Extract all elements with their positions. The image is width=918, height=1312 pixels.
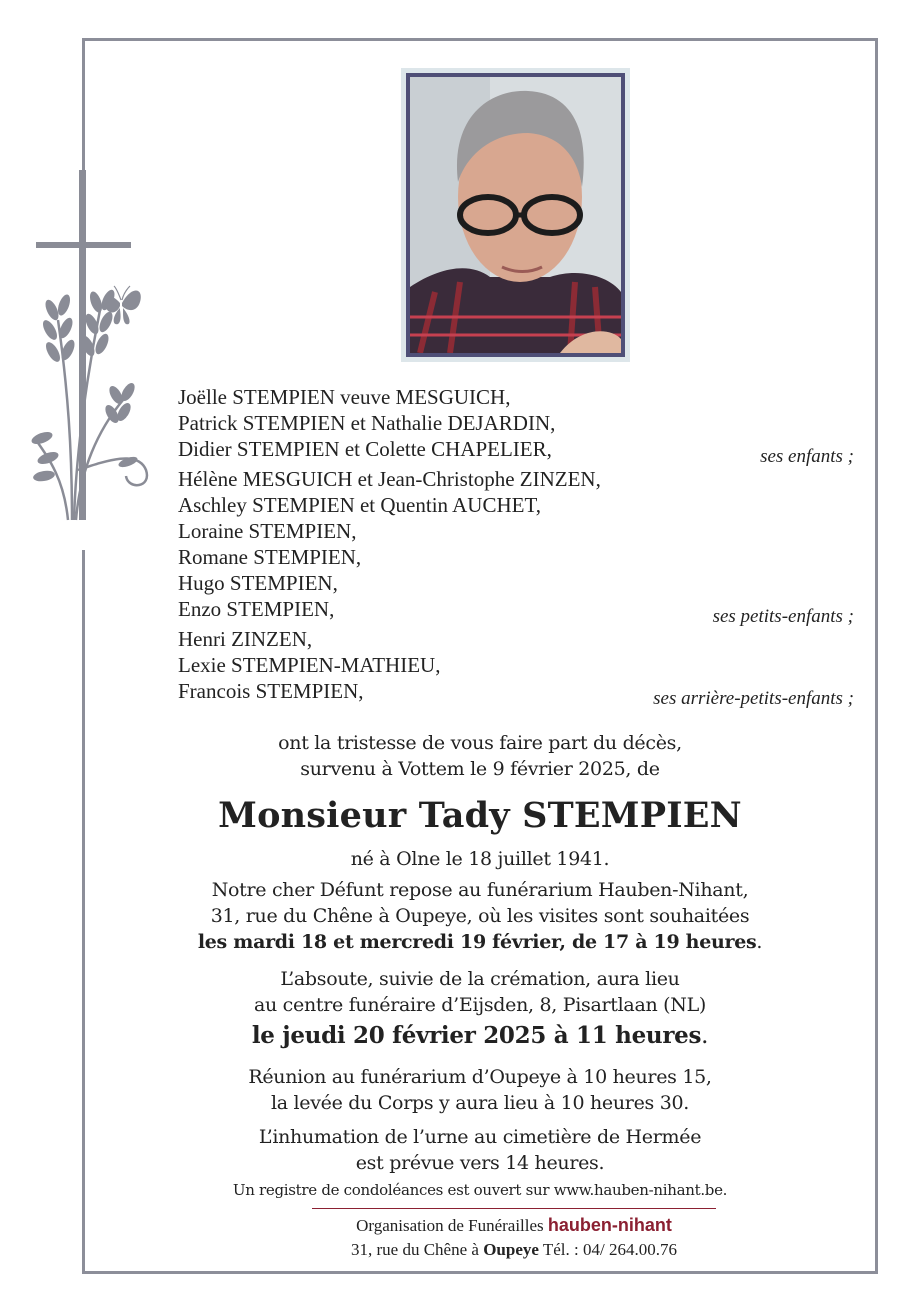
divider-line bbox=[312, 1208, 716, 1209]
phone-number: Tél. : 04/ 264.00.76 bbox=[542, 1240, 677, 1259]
announcement: ont la tristesse de vous faire part du décès, survenu à Vottem le 9 février 2025, de bbox=[278, 732, 682, 780]
child-name: Didier STEMPIEN et Colette CHAPELIER, bbox=[178, 437, 552, 461]
portrait-photo bbox=[406, 73, 625, 357]
ceremony-date: le jeudi 20 février 2025 à 11 heures bbox=[251, 1022, 702, 1049]
great-grandchild-name: Lexie STEMPIEN-MATHIEU, bbox=[178, 653, 441, 677]
relation-grandchildren: ses petits-enfants ; bbox=[712, 606, 854, 627]
children-group bbox=[178, 384, 858, 467]
deceased-name: Monsieur Tady STEMPIEN bbox=[218, 795, 742, 836]
relation-children: ses enfants ; bbox=[760, 446, 854, 467]
brand-logo: hauben-nihant bbox=[547, 1215, 672, 1235]
portrait-photo-frame bbox=[401, 68, 630, 362]
child-name: Patrick STEMPIEN et Nathalie DEJARDIN, bbox=[178, 411, 556, 435]
grandchild-name: Romane STEMPIEN, bbox=[178, 545, 362, 569]
grandchild-name: Loraine STEMPIEN, bbox=[178, 519, 357, 543]
grandchild-name: Hélène MESGUICH et Jean-Christophe ZINZEN, bbox=[178, 467, 601, 491]
cross-wheat-butterfly-ornament bbox=[28, 170, 158, 530]
birth-info: né à Olne le 18 juillet 1941. bbox=[350, 848, 610, 870]
relation-great-grandchildren: ses arrière-petits-enfants ; bbox=[653, 688, 854, 709]
visit-dates: les mardi 18 et mercredi 19 février, de 17 à 19 heures bbox=[197, 931, 757, 953]
condolence-register: Un registre de condoléances est ouvert sur www.hauben-nihant.be. bbox=[232, 1181, 728, 1199]
inhumation-info: L’inhumation de l’urne au cimetière de Hermée est prévue vers 14 heures. bbox=[258, 1126, 702, 1174]
ceremony-info: L’absoute, suivie de la crémation, aura lieu au centre funéraire d’Eijsden, 8, Pisartlaan (NL) le jeudi 20 février 2025 à 11 heures. bbox=[251, 968, 709, 1049]
great-grandchild-name: Henri ZINZEN, bbox=[178, 627, 313, 651]
organisation-footer: Organisation de Funérailles hauben-nihant 31, rue du Chêne à Oupeye Tél. : 04/ 264.00.76 bbox=[351, 1215, 677, 1259]
grandchild-name: Enzo STEMPIEN, bbox=[178, 597, 335, 621]
great-grandchildren-group bbox=[178, 626, 858, 709]
child-name: Joëlle STEMPIEN veuve MESGUICH, bbox=[178, 385, 511, 409]
grandchildren-group bbox=[178, 466, 858, 627]
grandchild-name: Aschley STEMPIEN et Quentin AUCHET, bbox=[178, 493, 541, 517]
repose-info: Notre cher Défunt repose au funérarium Hauben-Nihant, 31, rue du Chêne à Oupeye, où les visites sont souhaitées les mardi 18 et mercredi 19 février, de 17 à 19 heures. bbox=[197, 879, 763, 953]
grandchild-name: Hugo STEMPIEN, bbox=[178, 571, 338, 595]
family-list bbox=[178, 384, 858, 708]
reunion-info: Réunion au funérarium d’Oupeye à 10 heures 15, la levée du Corps y aura lieu à 10 heures 30. bbox=[248, 1066, 712, 1114]
great-grandchild-name: Francois STEMPIEN, bbox=[178, 679, 364, 703]
